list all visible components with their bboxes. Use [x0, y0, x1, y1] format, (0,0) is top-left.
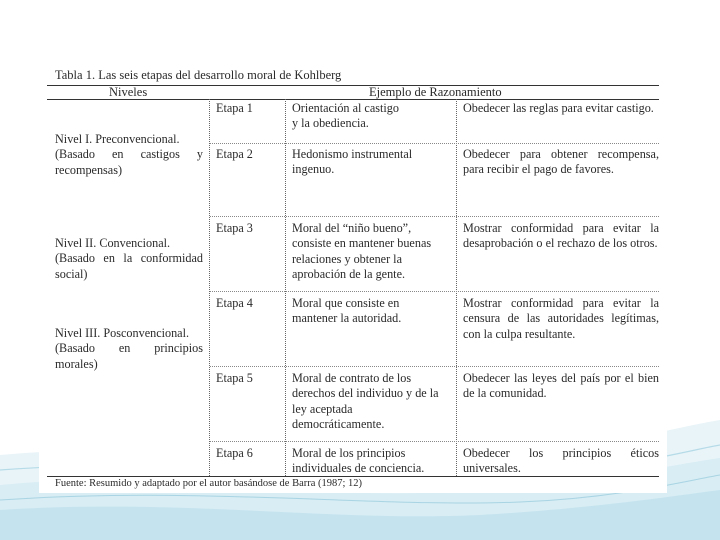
stage-4-label: Etapa 4 [216, 296, 253, 310]
stage-2-label: Etapa 2 [216, 147, 253, 161]
stage-5-example: Obedecer las leyes del país por el bien de la comunidad. [463, 371, 659, 401]
kohlberg-table-document [39, 66, 667, 493]
bottom-rule [47, 476, 659, 477]
stage-3-reasoning: Moral del “niño bueno”, consiste en mantener buenas relaciones y obtener la aprobación de la gente. [292, 221, 432, 282]
level-1 [55, 132, 203, 178]
level-3-name: Nivel III. Posconvencional. [55, 326, 190, 340]
stage-1-label: Etapa 1 [216, 101, 253, 115]
column-divider-etapa [285, 99, 286, 476]
level-2 [55, 236, 203, 282]
stage-4-example: Mostrar conformidad para evitar la censura de las autoridades legítimas, con la culpa resultante. [463, 296, 659, 341]
stage-6-reasoning: Moral de los principios individuales de conciencia. [292, 446, 425, 476]
row-divider [210, 366, 659, 367]
header-ejemplo-razonamiento: Ejemplo de Razonamiento [369, 85, 502, 99]
level-2-name: Nivel II. Convencional. [55, 236, 171, 250]
header-rule [47, 99, 659, 100]
stage-1-reasoning: Orientación al castigo y la obediencia. [292, 101, 399, 131]
stage-3-label: Etapa 3 [216, 221, 253, 235]
row-divider [210, 291, 659, 292]
level-2-description: (Basado en la conformidad social) [55, 251, 203, 281]
column-divider-razonamiento [456, 99, 457, 476]
header-niveles: Niveles [109, 85, 148, 99]
stage-2-example: Obedecer para obtener recompensa, para recibir el pago de favores. [463, 147, 659, 177]
level-1-name: Nivel I. Preconvencional. [55, 132, 180, 146]
stage-3-example: Mostrar conformidad para evitar la desaprobación o el rechazo de los otros. [463, 221, 659, 251]
row-divider [210, 216, 659, 217]
stage-6-example: Obedecer los principios éticos universales. [463, 446, 659, 476]
stage-6-label: Etapa 6 [216, 446, 253, 460]
stage-2-reasoning: Hedonismo instrumental ingenuo. [292, 147, 413, 177]
stage-5-reasoning: Moral de contrato de los derechos del individuo y de la ley aceptada democráticamente. [292, 371, 439, 432]
level-1-description: (Basado en castigos y recompensas) [55, 147, 203, 177]
stage-5-label: Etapa 5 [216, 371, 253, 385]
level-3-description: (Basado en principios morales) [55, 341, 203, 371]
level-3 [55, 326, 203, 372]
table-caption: Tabla 1. Las seis etapas del desarrollo moral de Kohlberg [55, 68, 342, 82]
stage-1-example: Obedecer las reglas para evitar castigo. [463, 101, 654, 115]
row-divider [210, 143, 659, 144]
column-divider-niveles [209, 99, 210, 476]
stage-4-reasoning: Moral que consiste en mantener la autoridad. [292, 296, 402, 326]
table-source-note: Fuente: Resumido y adaptado por el autor basándose de Barra (1987; 12) [55, 478, 363, 489]
row-divider [210, 441, 659, 442]
